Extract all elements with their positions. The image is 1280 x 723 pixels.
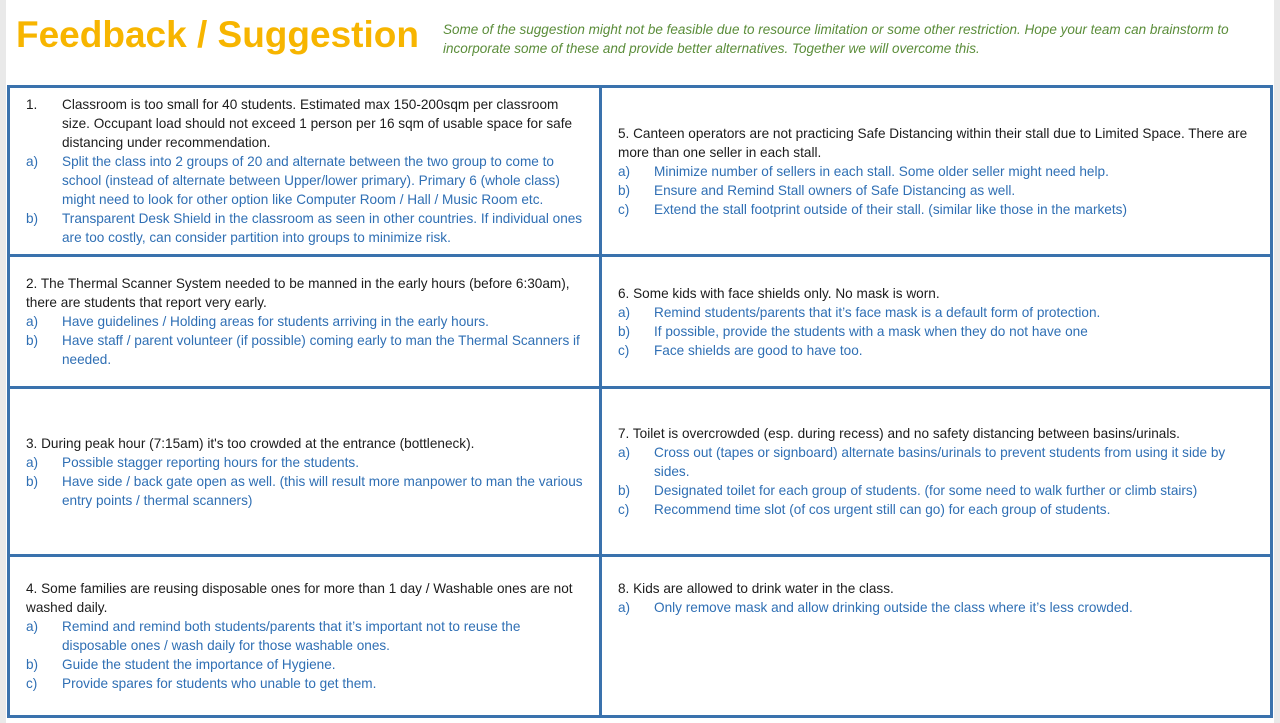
feedback-cell [602,88,1270,257]
suggestion-label: a) [618,304,631,320]
slide [6,0,1274,723]
issue-heading: 8. Kids are allowed to drink water in the class. [618,581,894,596]
suggestion-text: Have guidelines / Holding areas for students arriving in the early hours. [62,314,489,329]
issue-heading: 7. Toilet is overcrowded (esp. during recess) and no safety distancing between basins/urinals. [618,426,1180,441]
subtitle-note: Some of the suggestion might not be feasible due to resource limitation or some other restriction. Hope your team can brainstorm to incorporate some of these and provide better alternatives. Together we will overcome this. [443,22,1229,56]
suggestion-label: c) [618,502,630,517]
suggestion-label: a) [618,163,631,179]
suggestion-label: a) [618,600,631,615]
suggestion-label: a) [26,454,39,470]
suggestion-label: a) [618,445,631,460]
suggestion-label: b) [26,657,39,672]
suggestion-label: b) [618,483,631,498]
suggestion-item [618,598,1256,617]
suggestion-text: Cross out (tapes or signboard) alternate basins/urinals to prevent students from using it side by sides. [654,445,1226,479]
suggestion-text: Extend the stall footprint outside of their stall. (similar like those in the markets) [654,201,1127,217]
suggestion-item [618,181,1256,200]
suggestion-item [618,341,1256,360]
issue-heading [26,95,585,152]
suggestion-text: Split the class into 2 groups of 20 and alternate between the two group to come to school (instead of alternate between Upper/lower primary). Primary 6 (whole class) might need to look for other option like Computer Room / Hall / Music Room etc. [62,154,560,207]
suggestion-item [26,655,585,674]
suggestion-text: Guide the student the importance of Hygiene. [62,657,336,672]
suggestion-label: b) [26,473,39,489]
suggestion-label: b) [26,333,39,348]
suggestion-item [618,303,1256,322]
feedback-cell [10,88,602,257]
issue-heading: 6. Some kids with face shields only. No mask is worn. [618,285,940,301]
feedback-cell [602,389,1270,557]
issue-heading: 2. The Thermal Scanner System needed to be manned in the early hours (before 6:30am), there are students that report very early. [26,276,570,310]
suggestion-item [26,331,585,369]
suggestion-text: Recommend time slot (of cos urgent still can go) for each group of students. [654,502,1111,517]
issue-number: 1. [26,97,38,112]
suggestion-item [618,322,1256,341]
issue-heading: 5. Canteen operators are not practicing Safe Distancing within their stall due to Limited Space. There are more than one seller in each stall. [618,125,1248,160]
suggestion-text: Have staff / parent volunteer (if possible) coming early to man the Thermal Scanners if needed. [62,333,580,367]
suggestion-item [26,617,585,655]
suggestion-text: Transparent Desk Shield in the classroom as seen in other countries. If individual ones are too costly, can consider partition into groups to minimize risk. [62,211,583,245]
header [6,0,1274,85]
suggestion-text: Ensure and Remind Stall owners of Safe Distancing as well. [654,182,1016,198]
suggestion-text: Provide spares for students who unable to get them. [62,676,377,691]
issue-heading: 4. Some families are reusing disposable ones for more than 1 day / Washable ones are not washed daily. [26,581,573,615]
suggestion-item [618,200,1256,219]
feedback-table [7,85,1273,718]
suggestion-item [26,312,585,331]
suggestion-label: b) [26,211,39,226]
suggestion-item [26,472,585,510]
suggestion-text: Remind and remind both students/parents that it’s important not to reuse the disposable ones / wash daily for those washable ones. [62,619,521,653]
suggestion-item [618,162,1256,181]
feedback-cell [602,257,1270,389]
suggestion-label: c) [26,676,38,691]
suggestion-label: a) [26,619,39,634]
feedback-cell [10,557,602,715]
suggestion-item [618,443,1256,481]
suggestion-item [618,500,1256,519]
suggestion-text: Remind students/parents that it’s face mask is a default form of protection. [654,304,1101,320]
suggestion-item [26,674,585,693]
page-title: Feedback / Suggestion [16,14,419,55]
feedback-cell [10,257,602,389]
suggestion-text: Designated toilet for each group of students. (for some need to walk further or climb stairs) [654,483,1198,498]
suggestion-text: Minimize number of sellers in each stall. Some older seller might need help. [654,163,1109,179]
feedback-cell [10,389,602,557]
issue-text: Classroom is too small for 40 students. Estimated max 150-200sqm per classroom size. Occupant load should not exceed 1 person per 16 sqm of usable space for safe distancing under recommendation. [62,97,573,150]
suggestion-item [26,453,585,472]
suggestion-label: c) [618,342,630,358]
suggestion-label: b) [618,182,631,198]
suggestion-text: Only remove mask and allow drinking outside the class where it’s less crowded. [654,600,1133,615]
suggestion-text: Have side / back gate open as well. (this will result more manpower to man the various entry points / thermal scanners) [62,473,583,508]
issue-heading: 3. During peak hour (7:15am) it's too crowded at the entrance (bottleneck). [26,435,475,451]
suggestion-item [26,209,585,247]
suggestion-text: Possible stagger reporting hours for the students. [62,454,359,470]
suggestion-text: Face shields are good to have too. [654,342,863,358]
suggestion-label: b) [618,323,631,339]
suggestion-item [618,481,1256,500]
feedback-cell [602,557,1270,715]
suggestion-label: c) [618,201,630,217]
suggestion-item [26,152,585,209]
suggestion-label: a) [26,154,39,169]
suggestion-text: If possible, provide the students with a mask when they do not have one [654,323,1088,339]
suggestion-label: a) [26,314,39,329]
